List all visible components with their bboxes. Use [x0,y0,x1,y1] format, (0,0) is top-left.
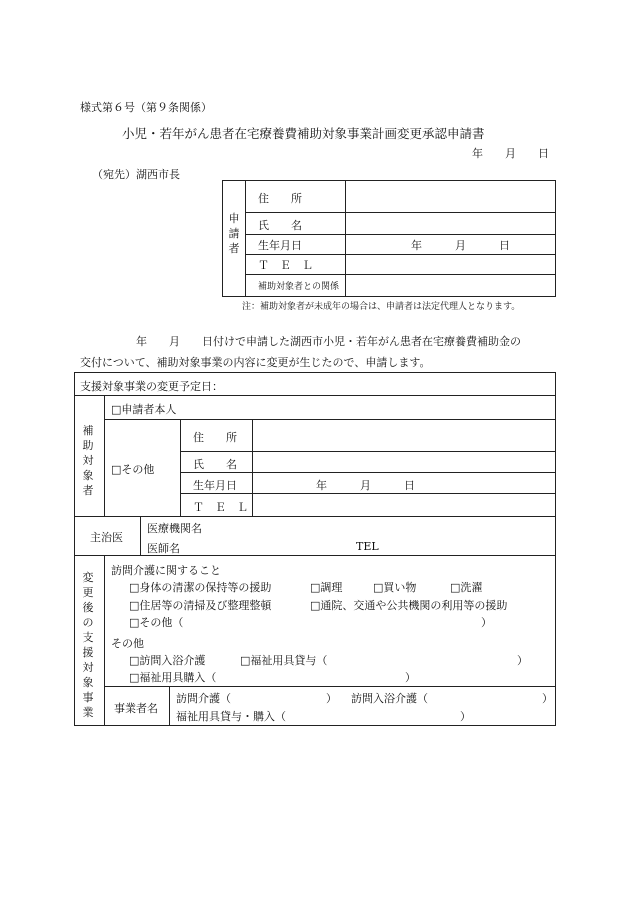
provider-bath: 訪問入浴介護（ [351,692,428,705]
opt-purchase-checkbox[interactable]: □福祉用具購入（ [129,671,217,684]
opt-bath-checkbox[interactable]: □訪問入浴介護 [129,654,206,667]
provider-bath-close: ） [542,692,553,705]
addressee: （宛先）湖西市長 [92,168,180,181]
page-title: 小児・若年がん患者在宅療養費補助対象事業計画変更承認申請書 [122,126,485,141]
physician-label: 医師名 [147,542,180,555]
provider-home-care-close: ） [326,692,337,705]
subject-tel-label: Ｔ Ｅ Ｌ [193,501,248,514]
applicant-tel-label: Ｔ Ｅ Ｌ [258,259,313,272]
provider-rental-purchase: 福祉用具貸与・購入（ [176,710,286,723]
change-date-label: 支援対象事業の変更予定日： [80,380,223,393]
opt-purchase-close: ） [405,671,416,684]
doctor-label: 主治医 [90,531,123,544]
opt-other-close: ） [481,616,492,629]
applicant-dob-value: 年 月 日 [411,239,510,252]
date-line: 年 月 日 [472,147,549,160]
subject-name-label: 氏 名 [193,458,237,471]
provider-rental-close: ） [460,710,471,723]
subject-dob-value: 年 月 日 [316,479,415,492]
opt-other-checkbox[interactable]: □その他（ [129,616,184,629]
opt-shopping-checkbox[interactable]: □買い物 [373,581,417,594]
body-line-2: 交付について、補助対象事業の内容に変更が生じたので、申請します。 [80,356,431,369]
applicant-relation-label: 補助対象者との関係 [258,282,340,292]
provider-label: 事業者名 [114,702,158,715]
other-services-title: その他 [111,637,144,650]
body-line-1: 年 月 日付けで申請した湖西市小児・若年がん患者在宅療養費補助金の [136,335,521,348]
opt-laundry-checkbox[interactable]: □洗濯 [450,581,483,594]
institution-label: 医療機関名 [147,522,202,535]
applicant-address-label: 住 所 [258,192,302,205]
opt-cleaning-checkbox[interactable]: □住居等の清掃及び整理整頓 [129,599,272,612]
subject-self-checkbox[interactable]: □申請者本人 [111,403,177,416]
form-number: 様式第６号（第９条関係） [80,101,212,114]
minor-note: 注：補助対象者が未成年の場合は、申請者は法定代理人となります。 [242,302,521,312]
opt-rental-checkbox[interactable]: □福祉用具貸与（ [240,654,328,667]
subject-address-label: 住 所 [193,431,237,444]
opt-cooking-checkbox[interactable]: □調理 [310,581,343,594]
services-label: 変更後の支援対象事業 [82,571,94,719]
provider-home-care: 訪問介護（ [176,692,231,705]
home-care-title: 訪問介護に関すること [111,564,221,577]
applicant-dob-label: 生年月日 [258,239,302,252]
subject-other-checkbox[interactable]: □その他 [111,463,155,476]
opt-body-care-checkbox[interactable]: □身体の清潔の保持等の援助 [129,581,272,594]
opt-hospital-checkbox[interactable]: □通院、交通や公共機関の利用等の援助 [310,599,508,612]
subject-label: 補助対象者 [82,424,94,497]
applicant-name-label: 氏 名 [258,219,302,232]
doctor-tel-label: TEL [356,540,379,553]
opt-rental-close: ） [517,654,528,667]
subject-dob-label: 生年月日 [193,479,237,492]
applicant-label: 申請者 [228,212,240,255]
